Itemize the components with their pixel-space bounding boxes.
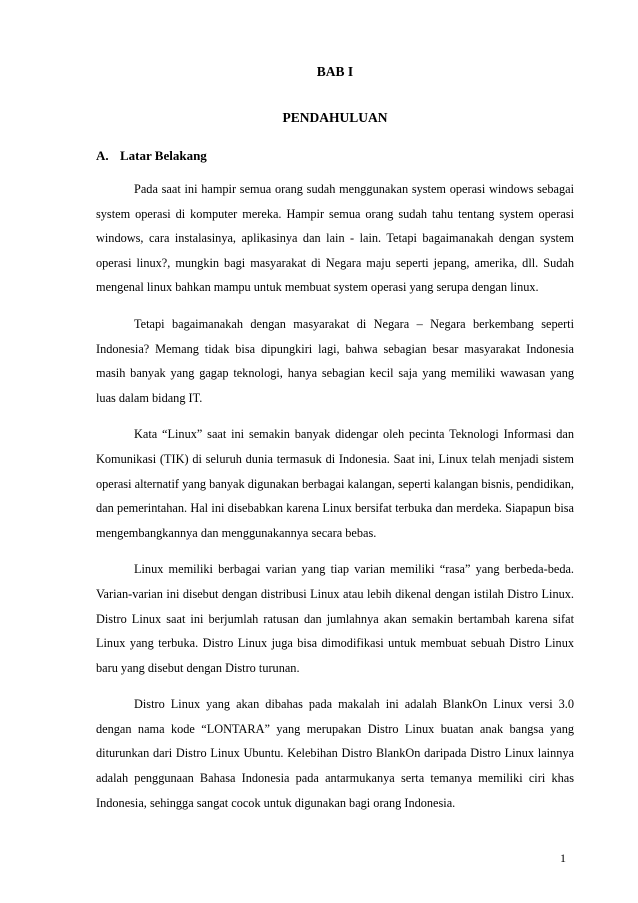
chapter-number: BAB I — [316, 64, 354, 79]
paragraph: Pada saat ini hampir semua orang sudah menggunakan system operasi windows sebagai system operasi di komputer mereka. Hampir semua orang sudah tahu tentang system operasi windows, cara instalasinya, aplikasinya dan lain - lain. Tetapi bagaimanakah dengan system operasi linux?, mungkin bagi masyarakat di Negara maju seperti jepang, amerika, dll. Sudah mengenal linux bahkan mampu untuk membuat system operasi yang serupa dengan linux. — [96, 182, 574, 295]
section-title: Latar Belakang — [120, 148, 207, 163]
section-heading — [96, 148, 207, 164]
paragraph: Kata “Linux” saat ini semakin banyak didengar oleh pecinta Teknologi Informasi dan Komunikasi (TIK) di seluruh dunia termasuk di Indonesia. Saat ini, Linux telah menjadi sistem operasi alternatif yang banyak digunakan berbagai kalangan, seperti kalangan bisnis, pendidikan, dan pemerintahan. Hal ini disebabkan karena Linux bersifat terbuka dan merdeka. Siapapun bisa mengembangkannya dan menggunakannya secara bebas. — [96, 427, 574, 540]
paragraph: Linux memiliki berbagai varian yang tiap varian memiliki “rasa” yang berbeda-beda. Varian-varian ini disebut dengan distribusi Linux atau lebih dikenal dengan istilah Distro Linux. Distro Linux saat ini berjumlah ratusan dan jumlahnya akan semakin bertambah karena sifat Linux yang terbuka. Distro Linux juga bisa dimodifikasi untuk membuat sebuah Distro Linux baru yang disebut dengan Distro turunan. — [96, 562, 574, 675]
page-number: 1 — [560, 851, 566, 865]
paragraph: Distro Linux yang akan dibahas pada makalah ini adalah BlankOn Linux versi 3.0 dengan nama kode “LONTARA” yang merupakan Distro Linux buatan anak bangsa yang diturunkan dari Distro Linux Ubuntu. Kelebihan Distro BlankOn daripada Distro Linux lainnya adalah penggunaan Bahasa Indonesia pada antarmukanya serta temanya memiliki ciri khas Indonesia, sehingga sangat cocok untuk digunakan bagi orang Indonesia. — [96, 697, 574, 810]
chapter-title: PENDAHULUAN — [282, 110, 388, 125]
section-letter: A. — [96, 148, 109, 163]
body-text — [96, 177, 574, 827]
paragraph: Tetapi bagaimanakah dengan masyarakat di Negara – Negara berkembang seperti Indonesia? Memang tidak bisa dipungkiri lagi, bahwa sebagian besar masyarakat Indonesia masih banyak yang gagap teknologi, hanya sebagian kecil saja yang memiliki wawasan yang luas dalam bidang IT. — [96, 316, 574, 405]
